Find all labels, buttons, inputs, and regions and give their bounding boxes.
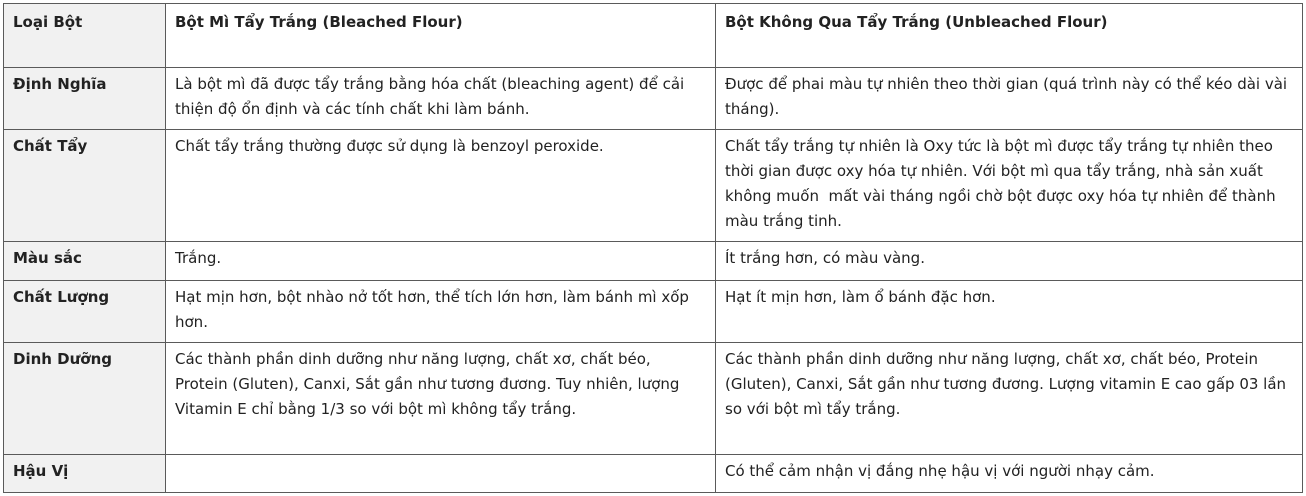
table-row — [4, 343, 1303, 455]
row-label-bleaching-agent: Chất Tẩy — [4, 130, 166, 242]
table-row — [4, 130, 1303, 242]
cell-unbleached-definition: Được để phai màu tự nhiên theo thời gian (quá trình này có thể kéo dài vài tháng). — [716, 68, 1303, 130]
flour-comparison-table — [3, 3, 1303, 493]
row-label-nutrition: Dinh Dưỡng — [4, 343, 166, 455]
row-label-quality: Chất Lượng — [4, 281, 166, 343]
header-flour-type: Loại Bột — [4, 4, 166, 68]
table-row — [4, 281, 1303, 343]
cell-bleached-nutrition: Các thành phần dinh dưỡng như năng lượng, chất xơ, chất béo, Protein (Gluten), Canxi, Sắt gần như tương đương. Tuy nhiên, lượng Vitamin E chỉ bằng 1/3 so với bột mì không tẩy trắng. — [166, 343, 716, 455]
row-label-aftertaste: Hậu Vị — [4, 455, 166, 493]
cell-bleached-quality: Hạt mịn hơn, bột nhào nở tốt hơn, thể tích lớn hơn, làm bánh mì xốp hơn. — [166, 281, 716, 343]
cell-bleached-color: Trắng. — [166, 242, 716, 281]
header-bleached-flour: Bột Mì Tẩy Trắng (Bleached Flour) — [166, 4, 716, 68]
cell-unbleached-nutrition: Các thành phần dinh dưỡng như năng lượng, chất xơ, chất béo, Protein (Gluten), Canxi, Sắt gần như tương đương. Lượng vitamin E cao gấp 03 lần so với bột mì tẩy trắng. — [716, 343, 1303, 455]
cell-unbleached-color: Ít trắng hơn, có màu vàng. — [716, 242, 1303, 281]
header-unbleached-flour: Bột Không Qua Tẩy Trắng (Unbleached Flour) — [716, 4, 1303, 68]
cell-bleached-aftertaste — [166, 455, 716, 493]
cell-unbleached-agent: Chất tẩy trắng tự nhiên là Oxy tức là bột mì được tẩy trắng tự nhiên theo thời gian được oxy hóa tự nhiên. Với bột mì qua tẩy trắng, nhà sản xuất không muốn mất vài tháng ngồi chờ bột được oxy hóa tự nhiên để thành màu trắng tinh. — [716, 130, 1303, 242]
row-label-definition: Định Nghĩa — [4, 68, 166, 130]
table-row — [4, 68, 1303, 130]
cell-bleached-definition: Là bột mì đã được tẩy trắng bằng hóa chất (bleaching agent) để cải thiện độ ổn định và các tính chất khi làm bánh. — [166, 68, 716, 130]
cell-bleached-agent: Chất tẩy trắng thường được sử dụng là benzoyl peroxide. — [166, 130, 716, 242]
cell-unbleached-quality: Hạt ít mịn hơn, làm ổ bánh đặc hơn. — [716, 281, 1303, 343]
row-label-color: Màu sắc — [4, 242, 166, 281]
table-header-row — [4, 4, 1303, 68]
cell-unbleached-aftertaste: Có thể cảm nhận vị đắng nhẹ hậu vị với người nhạy cảm. — [716, 455, 1303, 493]
table-row — [4, 242, 1303, 281]
table-row — [4, 455, 1303, 493]
